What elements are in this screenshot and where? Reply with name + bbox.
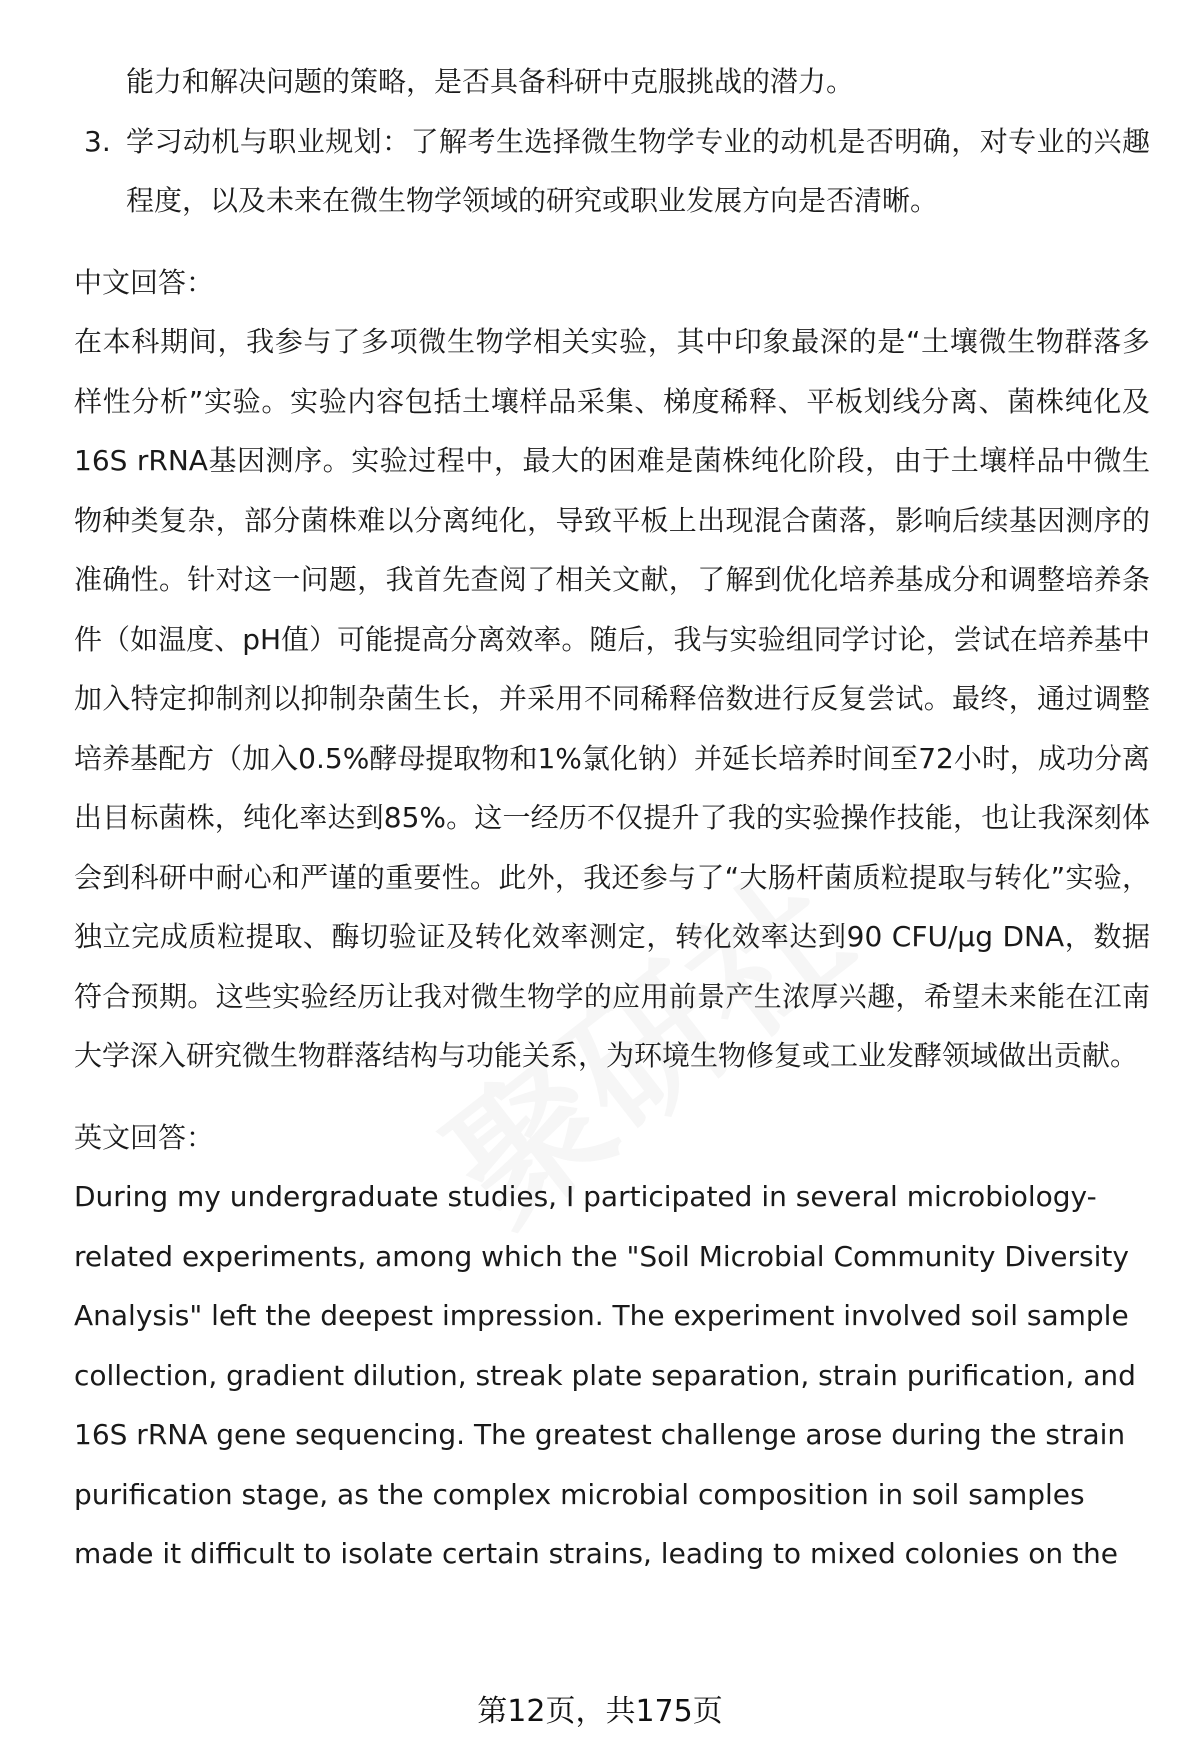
chinese-answer-paragraph: 在本科期间，我参与了多项微生物学相关实验，其中印象最深的是“土壤微生物群落多样性分析”实验。实验内容包括土壤样品采集、梯度稀释、平板划线分离、菌株纯化及16S rRNA基因测序。实验过程中，最大的困难是菌株纯化阶段，由于土壤样品中微生物种类复杂，部分菌株难以分离纯化，导致平板上出现混合菌落，影响后续基因测序的准确性。针对这一问题，我首先查阅了相关文献，了解到优化培养基成分和调整培养条件（如温度、pH值）可能提高分离效率。随后，我与实验组同学讨论，尝试在培养基中加入特定抑制剂以抑制杂菌生长，并采用不同稀释倍数进行反复尝试。最终，通过调整培养基配方（加入0.5%酵母提取物和1%氯化钠）并延长培养时间至72小时，成功分离出目标菌株，纯化率达到85%。这一经历不仅提升了我的实验操作技能，也让我深刻体会到科研中耐心和严谨的重要性。此外，我还参与了“大肠杆菌质粒提取与转化”实验，独立完成质粒提取、酶切验证及转化效率测定，转化效率达到90 CFU/μg DNA，数据符合预期。这些实验经历让我对微生物学的应用前景产生浓厚兴趣，希望未来能在江南大学深入研究微生物群落结构与功能关系，为环境生物修复或工业发酵领域做出贡献。: [74, 325, 1150, 1072]
list-number: 3.: [84, 124, 111, 158]
list-item-continuation: 能力和解决问题的策略，是否具备科研中克服挑战的潜力。: [126, 65, 855, 98]
chinese-answer-label: 中文回答：: [74, 265, 215, 299]
list-item-text: 学习动机与职业规划：了解考生选择微生物学专业的动机是否明确，对专业的兴趣程度，以及未来在微生物学领域的研究或职业发展方向是否清晰。: [126, 124, 1150, 217]
page-number: 第12页，共175页: [477, 1694, 723, 1729]
english-answer-label: 英文回答：: [74, 1120, 215, 1154]
page-content: [74, 52, 1150, 1584]
english-answer-paragraph: During my undergraduate studies, I participated in several microbiology-related experiments, among which the "Soil Microbial Community Diversity Analysis" left the deepest impression. The experiment involved soil sample collection, gradient dilution, streak plate separation, strain purification, and 16S rRNA gene sequencing. The greatest challenge arose during the strain purification stage, as the complex microbial composition in soil samples made it difficult to isolate certain strains, leading to mixed colonies on the: [74, 1180, 1136, 1570]
list-item-3: [74, 112, 1150, 231]
